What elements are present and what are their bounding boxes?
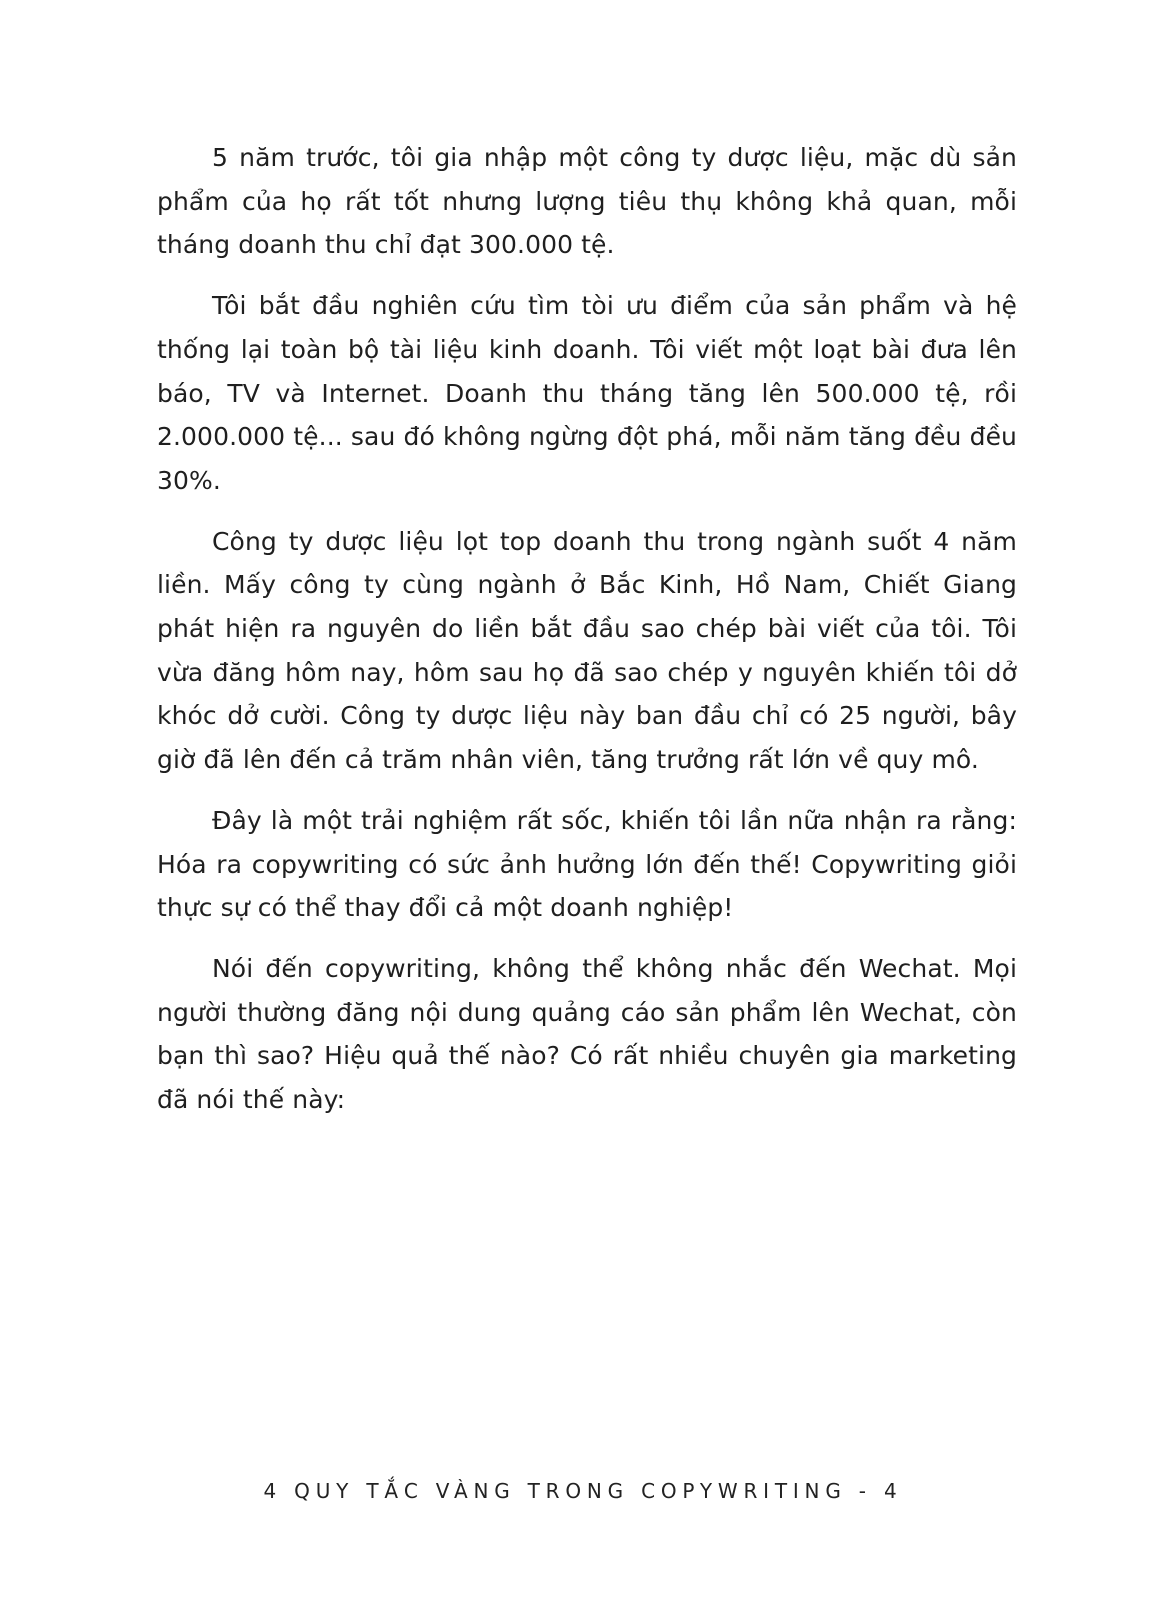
paragraph-1: 5 năm trước, tôi gia nhập một công ty dược liệu, mặc dù sản phẩm của họ rất tốt nhưng lượng tiêu thụ không khả quan, mỗi tháng doanh thu chỉ đạt 300.000 tệ. bbox=[157, 143, 1017, 260]
paragraph-4: Đây là một trải nghiệm rất sốc, khiến tôi lần nữa nhận ra rằng: Hóa ra copywriting có sức ảnh hưởng lớn đến thế! Copywriting giỏi thực sự có thể thay đổi cả một doanh nghiệp! bbox=[157, 805, 1017, 923]
paragraph-5: Nói đến copywriting, không thể không nhắc đến Wechat. Mọi người thường đăng nội dung quảng cáo sản phẩm lên Wechat, còn bạn thì sao? Hiệu quả thế nào? Có rất nhiều chuyên gia marketing đã nói thế này: bbox=[157, 953, 1017, 1115]
body-text bbox=[157, 136, 1017, 1139]
paragraph-3: Công ty dược liệu lọt top doanh thu trong ngành suốt 4 năm liền. Mấy công ty cùng ngành ở Bắc Kinh, Hồ Nam, Chiết Giang phát hiện ra nguyên do liền bắt đầu sao chép bài viết của tôi. Tôi vừa đăng hôm nay, hôm sau họ đã sao chép y nguyên khiến tôi dở khóc dở cười. Công ty dược liệu này ban đầu chỉ có 25 người, bây giờ đã lên đến cả trăm nhân viên, tăng trưởng rất lớn về quy mô. bbox=[157, 526, 1017, 775]
page-footer: 4 QUY TẮC VÀNG TRONG COPYWRITING - 4 bbox=[263, 1479, 903, 1503]
paragraph-2: Tôi bắt đầu nghiên cứu tìm tòi ưu điểm của sản phẩm và hệ thống lại toàn bộ tài liệu kinh doanh. Tôi viết một loạt bài đưa lên báo, TV và Internet. Doanh thu tháng tăng lên 500.000 tệ, rồi 2.000.000 tệ... sau đó không ngừng đột phá, mỗi năm tăng đều đều 30%. bbox=[157, 291, 1017, 495]
